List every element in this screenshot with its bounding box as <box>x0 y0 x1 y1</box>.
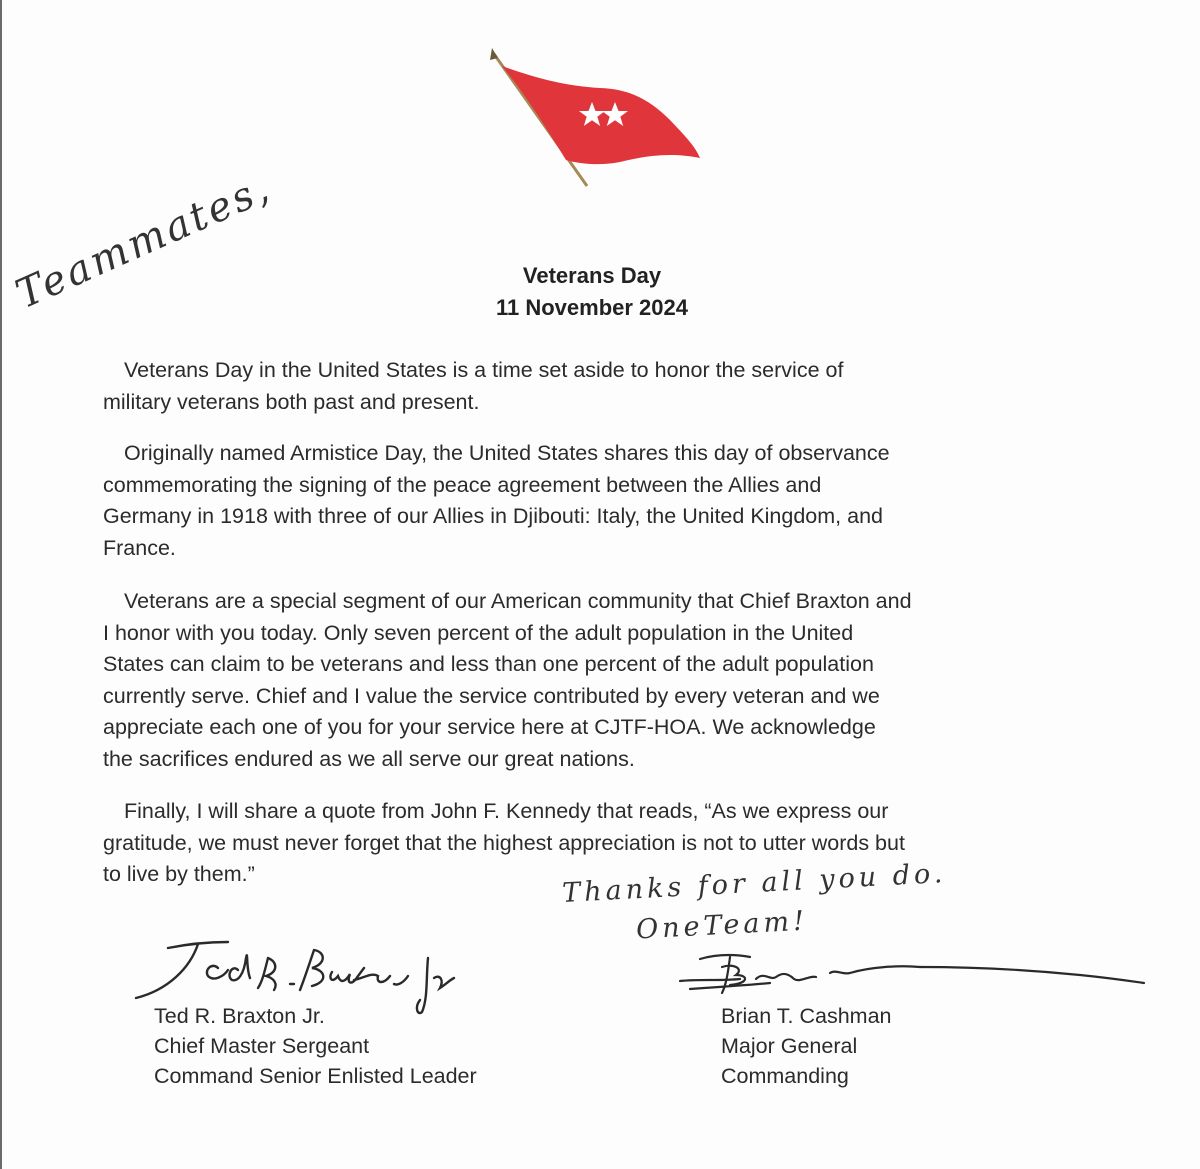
paragraph-line: States can claim to be veterans and less than one percent of the adult population <box>103 652 874 676</box>
paragraph-line: appreciate each one of you for your service here at CJTF-HOA. We acknowledge <box>103 715 876 739</box>
signatory-name: Brian T. Cashman <box>721 1004 892 1028</box>
signature-cashman <box>660 945 1160 1005</box>
handwritten-closing-oneteam: OneTeam! <box>635 905 809 946</box>
paragraph-line: the sacrifices endured as we all serve our great nations. <box>103 746 635 771</box>
paragraph-line: Germany in 1918 with three of our Allies in Djibouti: Italy, the United Kingdom, and <box>103 504 883 528</box>
signatory-position: Commanding <box>721 1064 849 1088</box>
letter-date: 11 November 2024 <box>495 295 689 320</box>
paragraph-line: Originally named Armistice Day, the United States shares this day of observance <box>124 441 890 465</box>
paragraph-line: military veterans both past and present. <box>103 389 480 414</box>
paragraph-line: Veterans Day in the United States is a time set aside to honor the service of <box>124 358 844 382</box>
paragraph-line: commemorating the signing of the peace agreement between the Allies and <box>103 472 822 497</box>
signatory-cashman <box>721 1001 892 1091</box>
paragraph-line: to live by them.” <box>103 862 255 886</box>
signatory-rank: Major General <box>721 1034 858 1058</box>
page-edge <box>0 0 2 1169</box>
signatory-rank: Chief Master Sergeant <box>154 1034 370 1058</box>
flag-finial <box>490 48 498 60</box>
paragraph-1 <box>103 355 1093 418</box>
paragraph-line: I honor with you today. Only seven percent of the adult population in the United <box>103 620 854 645</box>
handwritten-salutation: Teammates, <box>9 164 279 318</box>
flag-field <box>502 66 700 164</box>
signatory-braxton <box>154 1001 477 1091</box>
paragraph-line: Veterans are a special segment of our American community that Chief Braxton and <box>124 589 912 613</box>
page-title: Veterans Day <box>522 263 662 288</box>
paragraph-line: Finally, I will share a quote from John F. Kennedy that reads, “As we express our <box>124 799 889 823</box>
paragraph-2 <box>103 438 1093 564</box>
handwritten-closing-thanks: Thanks for all you do. <box>561 857 948 910</box>
signatory-name: Ted R. Braxton Jr. <box>154 1004 325 1028</box>
paragraph-line: gratitude, we must never forget that the highest appreciation is not to utter words but <box>103 830 905 855</box>
paragraph-line: France. <box>103 535 176 560</box>
signatory-position: Command Senior Enlisted Leader <box>154 1064 477 1088</box>
paragraph-line: currently serve. Chief and I value the service contributed by every veteran and we <box>103 683 880 708</box>
general-flag-icon <box>480 48 710 193</box>
paragraph-3 <box>103 586 1093 775</box>
